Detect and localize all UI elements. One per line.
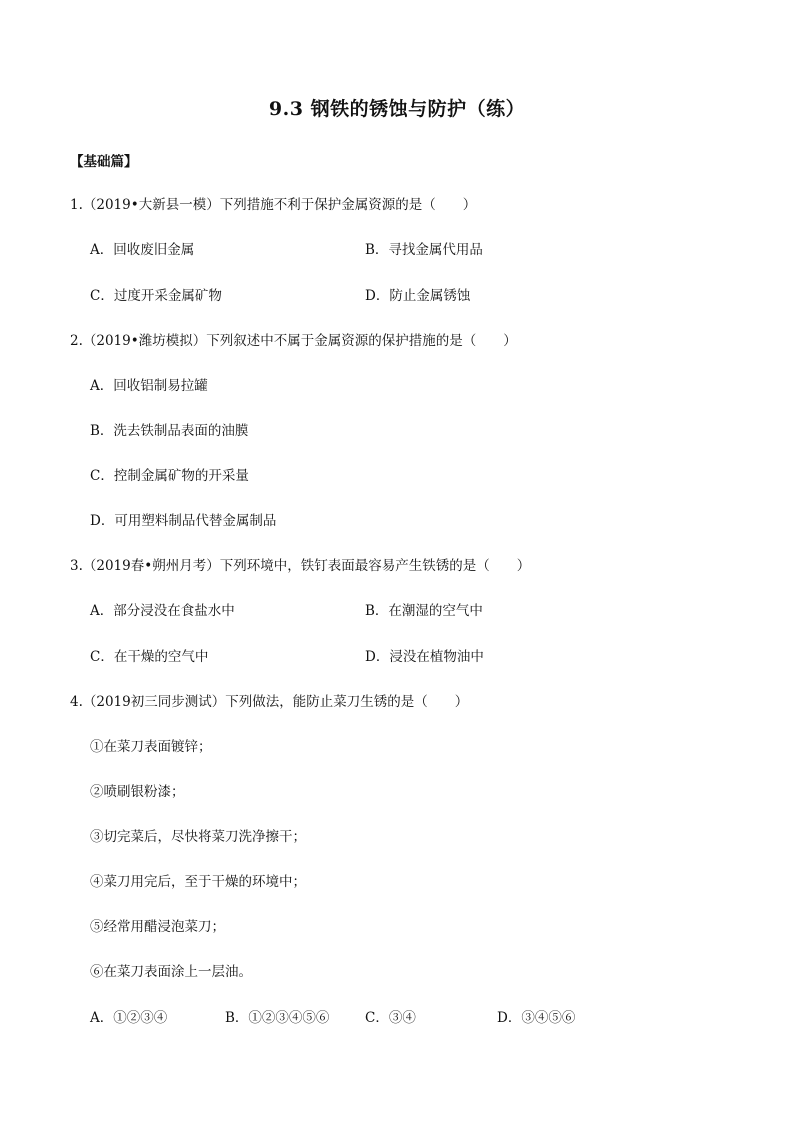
question-4-item-1: ①在菜刀表面镀锌； — [90, 739, 212, 755]
question-1-option-d: D．防止金属锈蚀 — [365, 288, 471, 304]
question-2-stem: 2.（2019•潍坊模拟）下列叙述中不属于金属资源的保护措施的是（ ） — [70, 333, 517, 349]
question-3-option-b: B．在潮湿的空气中 — [365, 603, 483, 619]
question-2-option-c: C．控制金属矿物的开采量 — [90, 468, 249, 484]
question-4-option-a: A．①②③④ — [90, 1010, 168, 1026]
question-4-stem: 4.（2019初三同步测试）下列做法，能防止菜刀生锈的是（ ） — [70, 694, 469, 710]
question-4-item-4: ④菜刀用完后，至于干燥的环境中； — [90, 874, 306, 890]
question-1-option-c: C．过度开采金属矿物 — [90, 288, 222, 304]
question-4-option-c: C．③④ — [365, 1010, 416, 1026]
question-3-option-a: A．部分浸没在食盐水中 — [90, 603, 235, 619]
question-3-option-d: D．浸没在植物油中 — [365, 649, 484, 665]
question-4-option-b: B．①②③④⑤⑥ — [225, 1010, 330, 1026]
section-heading: 【基础篇】 — [70, 154, 138, 170]
question-3-option-c: C．在干燥的空气中 — [90, 649, 209, 665]
question-1-stem: 1.（2019•大新县一模）下列措施不利于保护金属资源的是（ ） — [70, 197, 477, 213]
question-2-option-b: B．洗去铁制品表面的油膜 — [90, 423, 249, 439]
question-1-option-b: B．寻找金属代用品 — [365, 242, 483, 258]
question-4-item-3: ③切完菜后，尽快将菜刀洗净擦干； — [90, 829, 306, 845]
question-4-item-2: ②喷刷银粉漆； — [90, 784, 185, 800]
question-2-option-a: A．回收铝制易拉罐 — [90, 378, 208, 394]
document-title: 9.3 钢铁的锈蚀与防护（练） — [268, 98, 526, 120]
question-4-option-d: D．③④⑤⑥ — [497, 1010, 576, 1026]
question-4-item-6: ⑥在菜刀表面涂上一层油。 — [90, 964, 252, 980]
question-3-stem: 3.（2019春•朔州月考）下列环境中，铁钉表面最容易产生铁锈的是（ ） — [70, 558, 531, 574]
question-4-item-5: ⑤经常用醋浸泡菜刀； — [90, 919, 225, 935]
question-1-option-a: A．回收废旧金属 — [90, 242, 195, 258]
question-2-option-d: D．可用塑料制品代替金属制品 — [90, 513, 277, 529]
